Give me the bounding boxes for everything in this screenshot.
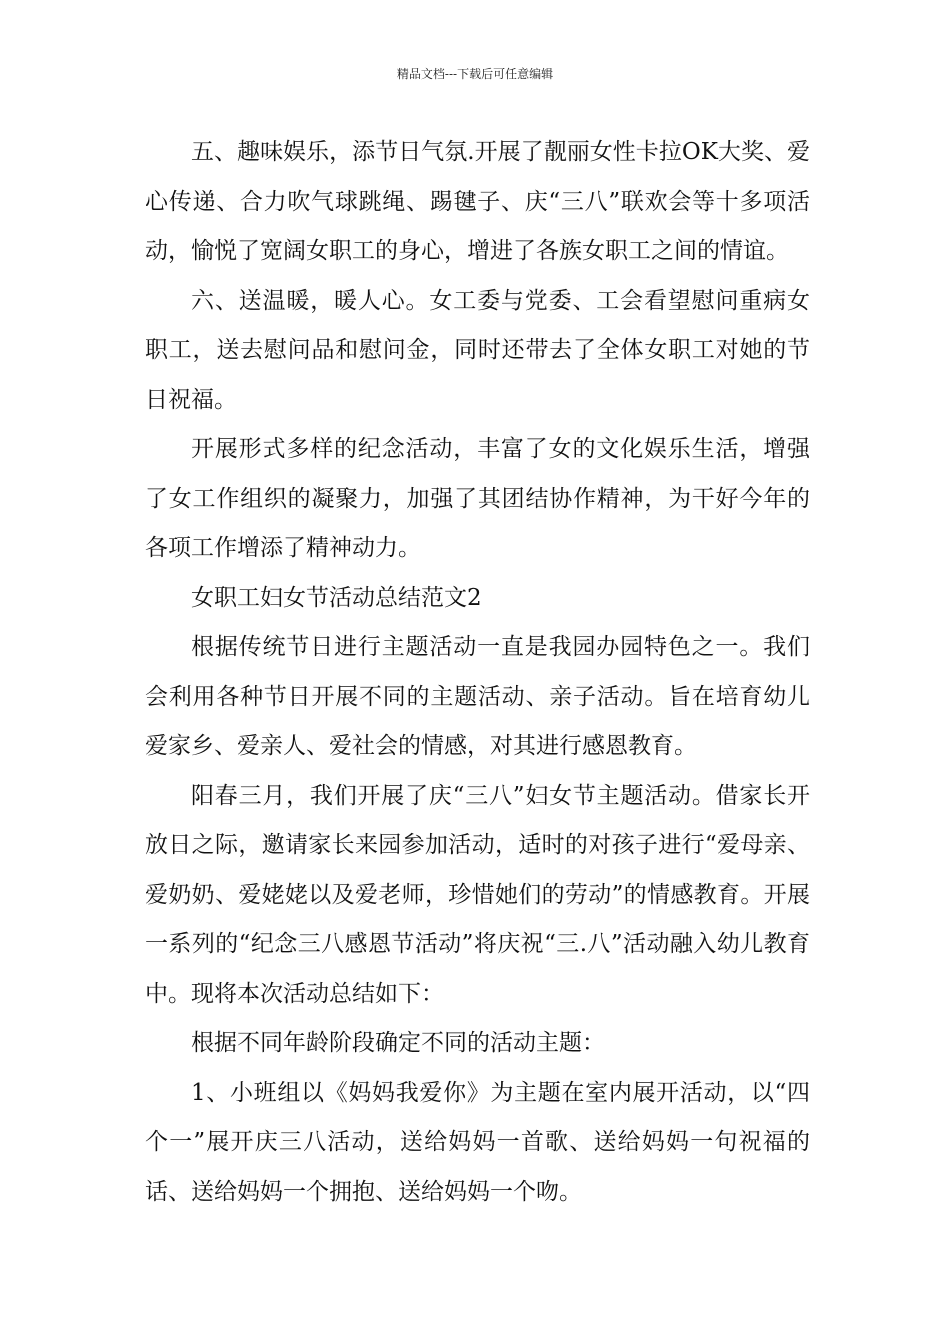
- paragraph-summary: 开展形式多样的纪念活动，丰富了女的文化娱乐生活，增强了女工作组织的凝聚力，加强了其团结协作精神，为干好今年的各项工作增添了精神动力。: [145, 436, 810, 561]
- paragraph-march: 阳春三月，我们开展了庆“三八”妇女节主题活动。借家长开放日之际，邀请家长来园参加活动，适时的对孩子进行“爱母亲、爱奶奶、爱姥姥以及爱老师，珍惜她们的劳动”的情感教育。开展一系列的“纪念三八感恩节活动”将庆祝“三.八”活动融入幼儿教育中。现将本次活动总结如下：: [145, 782, 810, 1007]
- paragraph-warmth: 六、送温暖，暖人心。女工委与党委、工会看望慰问重病女职工，送去慰问品和慰问金，同时还带去了全体女职工对她的节日祝福。: [145, 287, 810, 413]
- document-body: [145, 128, 810, 1217]
- paragraph-age-groups: 根据不同年龄阶段确定不同的活动主题：: [191, 1030, 605, 1056]
- paragraph-entertainment: 五、趣味娱乐，添节日气氛.开展了靓丽女性卡拉OK大奖、爱心传递、合力吹气球跳绳、踢毽子、庆“三八”联欢会等十多项活动，愉悦了宽阔女职工的身心，增进了各族女职工之间的情谊。: [145, 139, 810, 264]
- page-header: 精品文档---下载后可任意编辑: [396, 67, 554, 81]
- paragraph-tradition: 根据传统节日进行主题活动一直是我园办园特色之一。我们会利用各种节日开展不同的主题活动、亲子活动。旨在培育幼儿爱家乡、爱亲人、爱社会的情感，对其进行感恩教育。: [145, 634, 810, 759]
- paragraph-small-class: 1、小班组以《妈妈我爱你》为主题在室内展开活动，以“四个一”展开庆三八活动，送给妈妈一首歌、送给妈妈一句祝福的话、送给妈妈一个拥抱、送给妈妈一个吻。: [145, 1079, 810, 1205]
- section-title: 女职工妇女节活动总结范文2: [191, 584, 482, 611]
